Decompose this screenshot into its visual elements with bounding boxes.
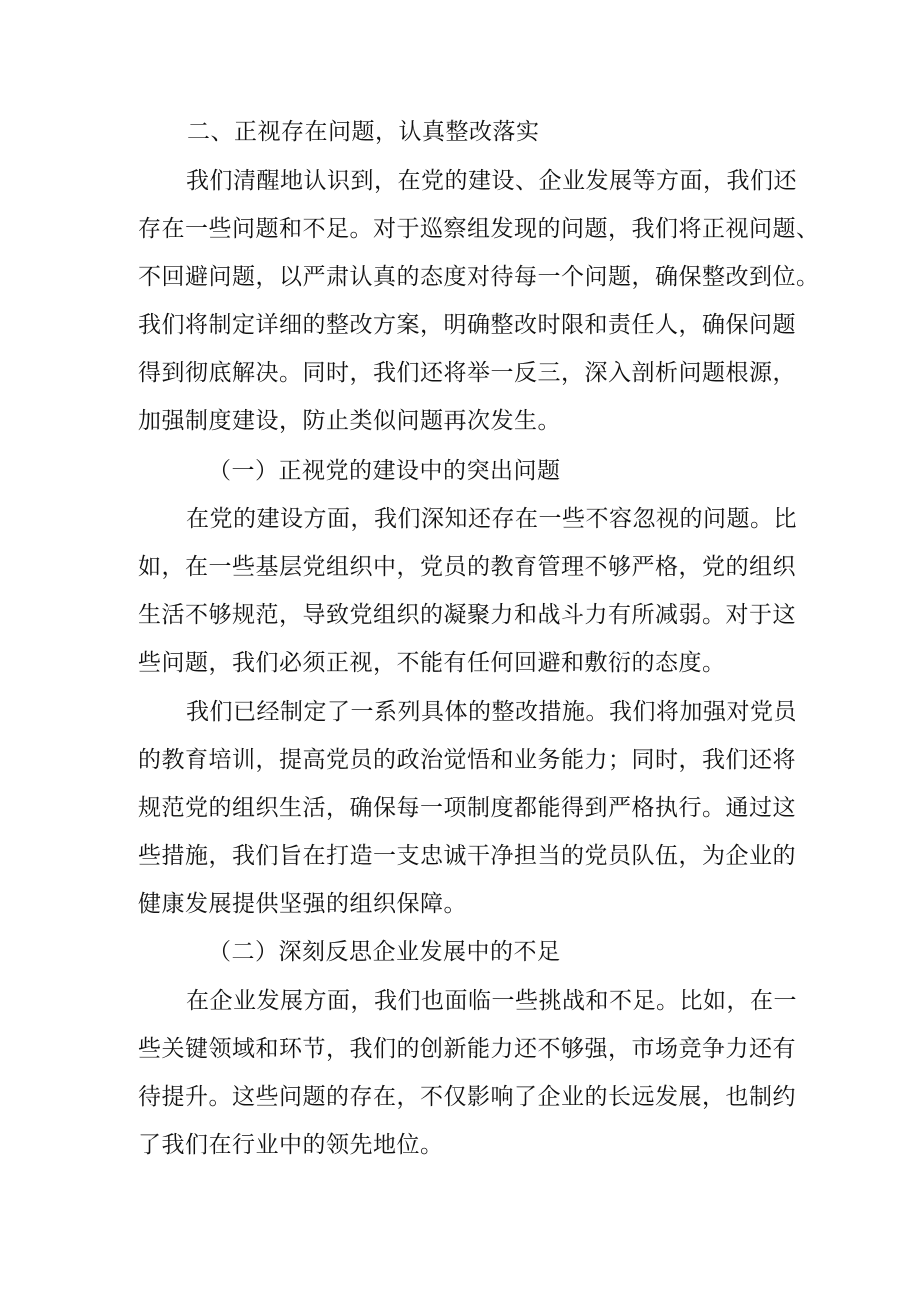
paragraph-line: 得到彻底解决。同时，我们还将举一反三，深入剖析问题根源， [138,360,796,386]
paragraph-line: 我们将制定详细的整改方案，明确整改时限和责任人，确保问题 [138,312,796,338]
paragraph-line: 我们已经制定了一系列具体的整改措施。我们将加强对党员 [186,699,797,725]
paragraph-line: 些关键领域和环节，我们的创新能力还不够强，市场竞争力还有 [138,1036,796,1062]
subheading-2: （二）深刻反思企业发展中的不足 [208,939,561,965]
paragraph-line: 待提升。这些问题的存在，不仅影响了企业的长远发展，也制约 [138,1084,796,1110]
section-heading: 二、正视存在问题，认真整改落实 [187,119,540,145]
paragraph-line: 了我们在行业中的领先地位。 [138,1132,444,1158]
paragraph-line: 存在一些问题和不足。对于巡察组发现的问题，我们将正视问题、 [138,216,820,242]
paragraph-line: 不回避问题，以严肃认真的态度对待每一个问题，确保整改到位。 [138,264,820,290]
paragraph-line: 健康发展提供坚强的组织保障。 [138,891,467,917]
paragraph-line: 在党的建设方面，我们深知还存在一些不容忽视的问题。比 [186,506,797,532]
subheading-1: （一）正视党的建设中的突出问题 [208,458,561,484]
paragraph-line: 些措施，我们旨在打造一支忠诚干净担当的党员队伍，为企业的 [138,843,796,869]
paragraph-line: 的教育培训，提高党员的政治觉悟和业务能力；同时，我们还将 [138,747,796,773]
paragraph-line: 我们清醒地认识到，在党的建设、企业发展等方面，我们还 [186,168,797,194]
paragraph-line: 规范党的组织生活，确保每一项制度都能得到严格执行。通过这 [138,795,796,821]
paragraph-line: 在企业发展方面，我们也面临一些挑战和不足。比如，在一 [186,988,797,1014]
paragraph-line: 些问题，我们必须正视，不能有任何回避和敷衍的态度。 [138,650,726,676]
paragraph-line: 如，在一些基层党组织中，党员的教育管理不够严格，党的组织 [138,554,796,580]
paragraph-line: 加强制度建设，防止类似问题再次发生。 [138,408,561,434]
paragraph-line: 生活不够规范，导致党组织的凝聚力和战斗力有所减弱。对于这 [138,602,796,628]
